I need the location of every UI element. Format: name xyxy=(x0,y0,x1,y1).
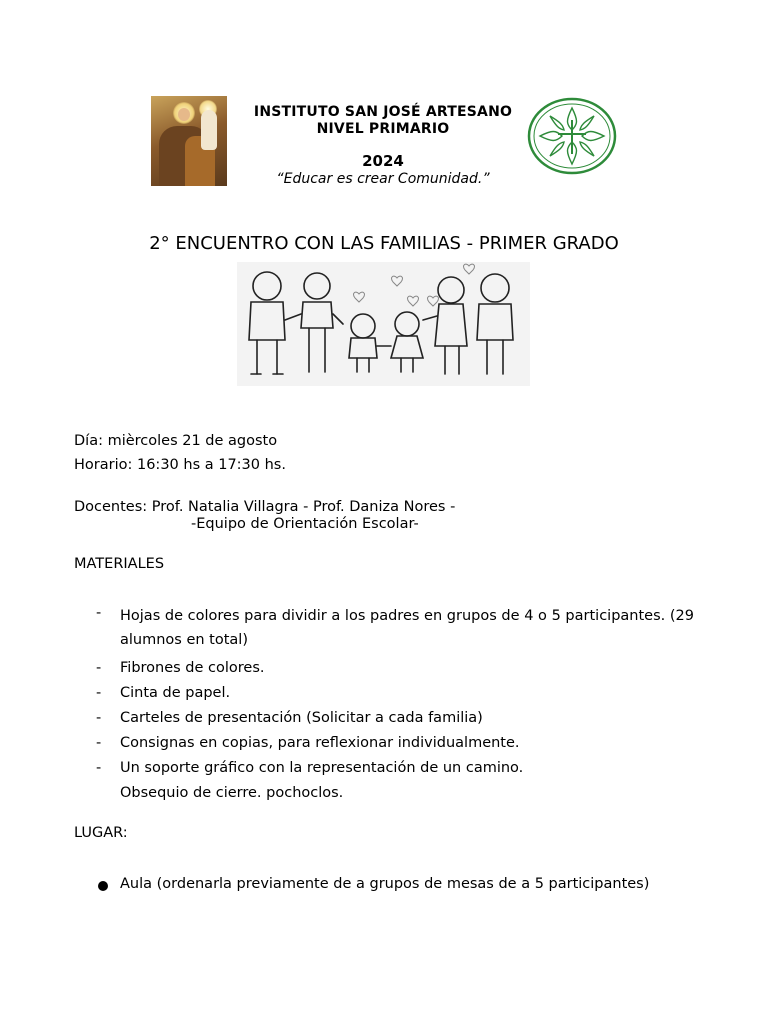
list-item xyxy=(74,709,694,727)
meeting-schedule: Horario: 16:30 hs a 17:30 hs. xyxy=(74,457,286,473)
materials-list xyxy=(74,604,694,802)
list-item xyxy=(74,684,694,702)
list-dash: - xyxy=(96,660,102,676)
list-item-text: Aula (ordenarla previamente de a grupos de mesas de a 5 participantes) xyxy=(120,876,650,892)
list-item xyxy=(74,659,694,677)
team-line: -Equipo de Orientación Escolar- xyxy=(191,516,419,532)
institution-name: INSTITUTO SAN JOSÉ ARTESANO xyxy=(253,104,513,120)
header-text xyxy=(233,104,533,187)
list-dash: - xyxy=(96,735,102,751)
document-title: 2° ENCUENTRO CON LAS FAMILIAS - PRIMER GRADO xyxy=(149,233,619,254)
list-item-text: Consignas en copias, para reflexionar individualmente. xyxy=(120,735,520,751)
list-item xyxy=(74,759,694,777)
teachers-line: Docentes: Prof. Natalia Villagra - Prof. Daniza Nores - xyxy=(74,499,456,515)
list-dash: - xyxy=(96,760,102,776)
list-dash: - xyxy=(96,605,102,621)
school-motto: “Educar es crear Comunidad.” xyxy=(276,171,490,187)
school-year: 2024 xyxy=(362,152,404,170)
list-item xyxy=(74,604,694,652)
list-dash: - xyxy=(96,685,102,701)
meeting-day: Día: mièrcoles 21 de agosto xyxy=(74,433,278,449)
place-heading: LUGAR: xyxy=(74,825,128,841)
list-item-text: Cinta de papel. xyxy=(120,685,231,701)
list-dash: - xyxy=(96,710,102,726)
list-item-text: Un soporte gráfico con la representación de un camino. xyxy=(120,760,524,776)
list-item-text: Fibrones de colores. xyxy=(120,660,265,676)
family-drawing-icon xyxy=(237,262,530,386)
school-logo-icon xyxy=(526,96,618,176)
list-item-text: Carteles de presentación (Solicitar a cada familia) xyxy=(120,710,483,726)
place-list xyxy=(74,872,694,896)
closing-gift-line: Obsequio de cierre. pochoclos. xyxy=(120,785,344,801)
list-item-text: Hojas de colores para dividir a los padres en grupos de 4 o 5 participantes. (29 alumnos en total) xyxy=(120,608,694,648)
list-item xyxy=(74,872,694,896)
bullet-icon xyxy=(98,881,108,891)
school-level: NIVEL PRIMARIO xyxy=(316,121,450,137)
saint-joseph-image xyxy=(151,96,227,186)
materials-heading: MATERIALES xyxy=(74,556,165,572)
list-item xyxy=(74,734,694,752)
